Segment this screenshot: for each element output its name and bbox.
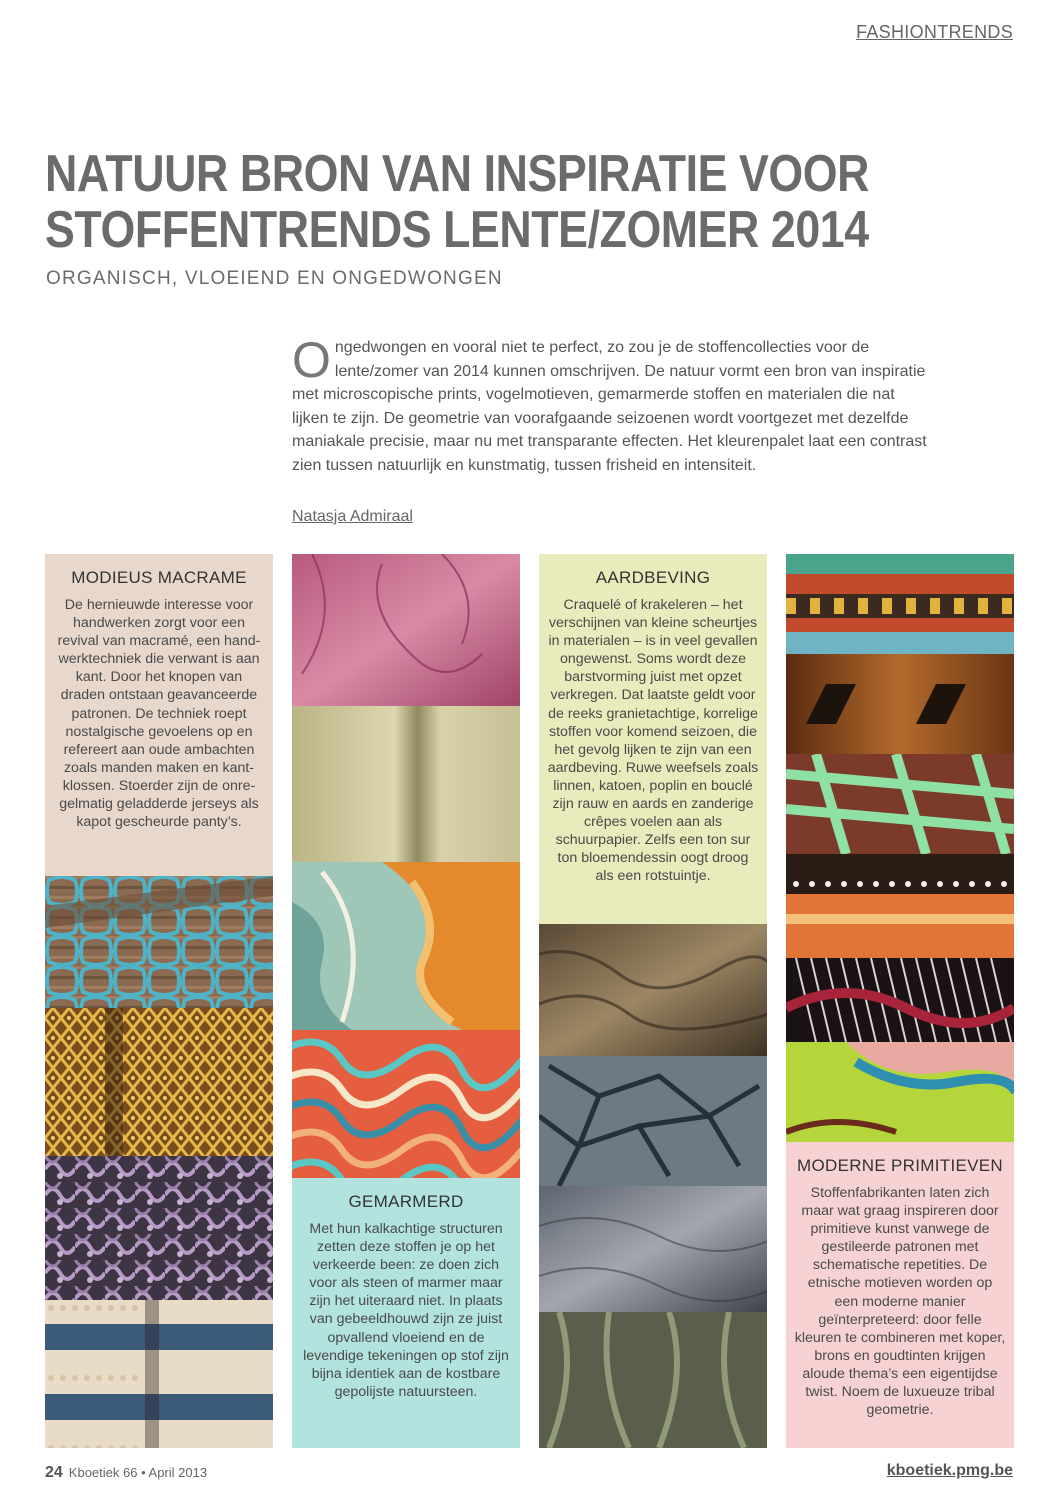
trend-title: MODERNE PRIMITIEVEN (797, 1156, 1003, 1175)
fabric-swatch-quake-bronze (539, 924, 767, 1056)
fabric-swatch-marble-red-waves (292, 1030, 520, 1178)
trend-title: GEMARMERD (348, 1192, 464, 1211)
fabric-swatch-tribal-copper (786, 654, 1014, 754)
footer-issue-info (45, 1464, 207, 1482)
fabric-swatch-tribal-woven (786, 554, 1014, 654)
author-byline[interactable]: Natasja Admiraal (292, 508, 413, 525)
drop-cap: O (292, 332, 331, 388)
trend-text: De hernieuwde interesse voor handwerken zorgt voor een revival van macramé, een handwerktechniek die verwant is aan kant. Door het knopen van draden ontstaan geavanceerde patronen. De techniek roept nostalgische gevoelens op en refereert aan oude ambachten zoals manden maken en kantklossen. Stoerder zijn de onregelmatig geladderde jerseys als kapot gescheurde panty’s. (57, 597, 261, 831)
intro-paragraph (292, 332, 932, 477)
trend-column-primitieven (786, 554, 1014, 1448)
intro-text: ngedwongen en vooral niet te perfect, zo zou je de stoffencollecties voor de lente/zomer van 2014 kunnen omschrijven. De natuur vormt een bron van inspiratie met microscopische prints, vogelmotieven, gemarmerde stoffen en materialen die nat lijken te zijn. De geometrie van voorafgaande seizoenen wordt voortgezet met dezelfde maniakale precisie, maar nu met transparante effecten. Het kleurenpalet laat een contrast zien tussen natuurlijk en kunstmatig, tussen frisheid en intensiteit. (292, 339, 927, 474)
fabric-swatch-macrame-yellow (45, 1008, 273, 1156)
page-number: 24 (45, 1464, 63, 1481)
fabric-swatch-quake-grey-crepe (539, 1186, 767, 1312)
trend-box-primitieven (786, 1142, 1014, 1448)
trend-column-gemarmerd (292, 554, 520, 1448)
fabric-swatch-macrame-blue-stripe (45, 1300, 273, 1448)
trend-column-aardbeving (539, 554, 767, 1448)
fabric-swatch-tribal-stripe (786, 958, 1014, 1042)
title-line-1: NATUUR BRON VAN INSPIRATIE VOOR (45, 145, 869, 203)
fabric-swatch-marble-pink (292, 554, 520, 706)
fabric-swatch-marble-cream (292, 706, 520, 862)
fabric-swatch-tribal-lime (786, 1042, 1014, 1142)
section-tag[interactable]: FASHIONTRENDS (856, 22, 1013, 42)
article-title (45, 146, 871, 258)
article-subtitle: ORGANISCH, VLOEIEND EN ONGEDWONGEN (46, 268, 503, 289)
fabric-swatch-macrame-turquoise (45, 876, 273, 1008)
issue-label: Kboetiek 66 • April 2013 (68, 1465, 208, 1480)
trend-text: Craquelé of krakeleren – het verschijnen van kleine scheurtjes in materialen – is in veel gevallen ongewenst. Soms wordt deze barstvorming juist met opzet verkregen. Dat laatste geldt voor de reeks granietachtige, korrelige stoffen voor komend seizoen, die het gevolg lijken te zijn van een aardbeving. Ruwe weefsels zoals linnen, katoen, poplin en bouclé zijn rauw en aards en zanderige crêpes voelen aan als schuurpapier. Zelfs een ton sur ton bloemendessin oogt droog als een rotstuintje. (547, 597, 759, 885)
trend-box-macrame (45, 554, 273, 876)
title-line-2: STOFFENTRENDS LENTE/ZOMER 2014 (45, 201, 869, 259)
fabric-swatch-macrame-lilac (45, 1156, 273, 1300)
trend-title: MODIEUS MACRAME (71, 568, 247, 587)
trend-text: Stoffenfabrikanten laten zich maar wat graag inspireren door primitieve kunst vanwege de gestileerde patronen met schematische repetities. De etnische motieven worden op een moderne manier geïnterpreteerd: door felle kleuren te combineren met koper, brons en goudtinten krijgen aloude thema’s een eigentijdse twist. Noem de luxueuze tribal geometrie. (794, 1185, 1006, 1419)
website-link[interactable]: kboetiek.pmg.be (886, 1462, 1013, 1479)
fabric-swatch-marble-orange-teal (292, 862, 520, 1030)
fabric-swatch-tribal-dotted (786, 854, 1014, 958)
trend-column-macrame (45, 554, 273, 1448)
trend-title: AARDBEVING (595, 568, 711, 587)
trend-text: Met hun kalkachtige structuren zetten deze stoffen je op het verkeerde been: ze doen zich voor als steen of marmer maar zijn het uiteraard niet. In plaats van gebeeldhouwd zijn ze juist opvallend vloeiend en de levendige tekeningen op stof zijn bijna identiek aan de kostbare gepolijste natuursteen. (303, 1221, 509, 1400)
trend-box-gemarmerd (292, 1178, 520, 1448)
fabric-swatch-tribal-green-grid (786, 754, 1014, 854)
fabric-swatch-quake-green-mesh (539, 1312, 767, 1448)
trend-box-aardbeving (539, 554, 767, 924)
fabric-swatch-quake-grey-crackle (539, 1056, 767, 1186)
